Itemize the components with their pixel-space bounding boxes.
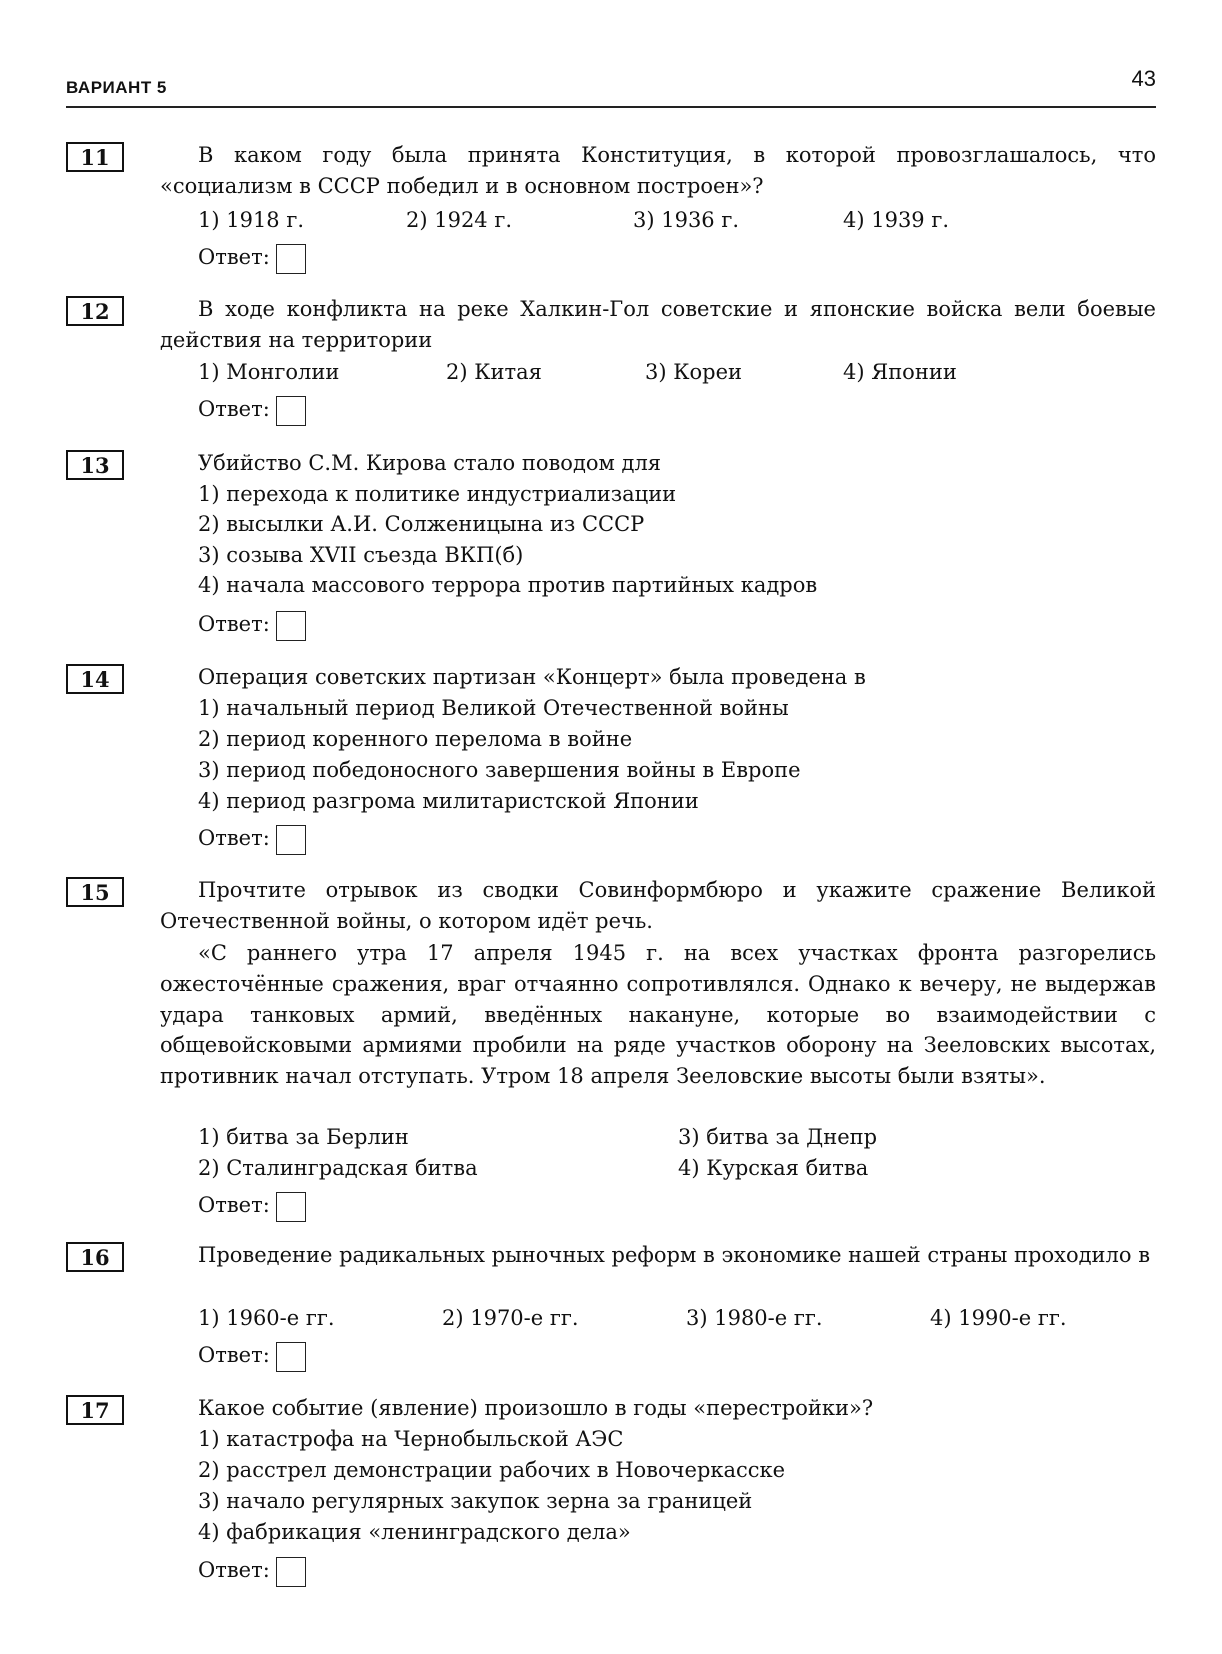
option-1: 1) перехода к политике индустриализации: [198, 482, 677, 506]
question-text: В каком году была принята Конституция, в которой провозглашалось, что «социализм в СССР победил и в основном построен»?: [160, 143, 1156, 198]
answer-label: Ответ:: [198, 826, 270, 850]
option-1: 1) Монголии: [198, 360, 340, 384]
answer-row: [198, 242, 306, 274]
task-number-box: 13: [66, 450, 124, 480]
task-number-box: 11: [66, 142, 124, 172]
question-text: Прочтите отрывок из сводки Совинформбюро и укажите сражение Великой Отечественной войны, о котором идёт речь.: [160, 878, 1156, 933]
task-number-box: 12: [66, 296, 124, 326]
answer-label: Ответ:: [198, 397, 270, 421]
option-4: 4) период разгрома милитаристской Японии: [198, 789, 699, 813]
task-number-box: 16: [66, 1242, 124, 1272]
option-3: 3) Кореи: [645, 360, 742, 384]
option-4: 4) фабрикация «ленинградского дела»: [198, 1520, 631, 1544]
answer-box[interactable]: [276, 611, 306, 641]
answer-label: Ответ:: [198, 1193, 270, 1217]
task-number-box: 15: [66, 877, 124, 907]
source-quote: «С раннего утра 17 апреля 1945 г. на всех участках фронта разгорелись ожесточённые сражения, враг отчаянно сопротивлялся. Однако к вечеру, не выдержав удара танковых армий, введённых накануне, которые во взаимодействии с общевойсковыми армиями пробили на ряде участков оборону на Зееловских высотах, противник начал отступать. Утром 18 апреля Зееловские высоты были взяты».: [160, 941, 1156, 1089]
option-4: 4) 1990-е гг.: [930, 1306, 1067, 1330]
answer-row: [198, 1340, 306, 1372]
option-2: 2) Китая: [446, 360, 542, 384]
answer-row: [198, 1555, 306, 1587]
option-2: 2) высылки А.И. Солженицына из СССР: [198, 512, 645, 536]
question-text: Убийство С.М. Кирова стало поводом для: [198, 451, 662, 475]
answer-box[interactable]: [276, 1192, 306, 1222]
option-1: 1) начальный период Великой Отечественной войны: [198, 696, 789, 720]
answer-row: [198, 1190, 306, 1222]
task-number-box: 17: [66, 1395, 124, 1425]
option-3: 3) период победоносного завершения войны в Европе: [198, 758, 801, 782]
option-2: 2) 1924 г.: [406, 208, 513, 232]
option-4: 4) Японии: [843, 360, 957, 384]
answer-label: Ответ:: [198, 612, 270, 636]
option-2: 2) Сталинградская битва: [198, 1156, 478, 1180]
question-text: В ходе конфликта на реке Халкин-Гол советские и японские войска вели боевые действия на территории: [160, 297, 1156, 352]
question-text: Проведение радикальных рыночных реформ в экономике нашей страны проходило в: [198, 1243, 1151, 1267]
option-3: 3) созыва XVII съезда ВКП(б): [198, 543, 524, 567]
option-2: 2) расстрел демонстрации рабочих в Новочеркасске: [198, 1458, 786, 1482]
variant-title: ВАРИАНТ 5: [66, 78, 167, 97]
option-3: 3) начало регулярных закупок зерна за границей: [198, 1489, 753, 1513]
option-3: 3) битва за Днепр: [678, 1125, 878, 1149]
answer-label: Ответ:: [198, 1558, 270, 1582]
option-2: 2) период коренного перелома в войне: [198, 727, 633, 751]
option-4: 4) начала массового террора против партийных кадров: [198, 573, 818, 597]
page-header: [66, 66, 1156, 108]
option-1: 1) катастрофа на Чернобыльской АЭС: [198, 1427, 624, 1451]
option-1: 1) 1918 г.: [198, 208, 305, 232]
answer-row: [198, 823, 306, 855]
question-text: Операция советских партизан «Концерт» была проведена в: [198, 665, 866, 689]
answer-box[interactable]: [276, 396, 306, 426]
option-4: 4) Курская битва: [678, 1156, 869, 1180]
answer-label: Ответ:: [198, 1343, 270, 1367]
task-number-box: 14: [66, 664, 124, 694]
option-3: 3) 1936 г.: [633, 208, 740, 232]
answer-box[interactable]: [276, 1342, 306, 1372]
page-number: 43: [1131, 66, 1156, 91]
question-text: Какое событие (явление) произошло в годы «перестройки»?: [198, 1396, 874, 1420]
answer-row: [198, 394, 306, 426]
option-3: 3) 1980-е гг.: [686, 1306, 823, 1330]
answer-label: Ответ:: [198, 245, 270, 269]
answer-box[interactable]: [276, 1557, 306, 1587]
answer-box[interactable]: [276, 244, 306, 274]
answer-row: [198, 609, 306, 641]
option-1: 1) битва за Берлин: [198, 1125, 409, 1149]
answer-box[interactable]: [276, 825, 306, 855]
option-2: 2) 1970-е гг.: [442, 1306, 579, 1330]
option-4: 4) 1939 г.: [843, 208, 950, 232]
option-1: 1) 1960-е гг.: [198, 1306, 335, 1330]
